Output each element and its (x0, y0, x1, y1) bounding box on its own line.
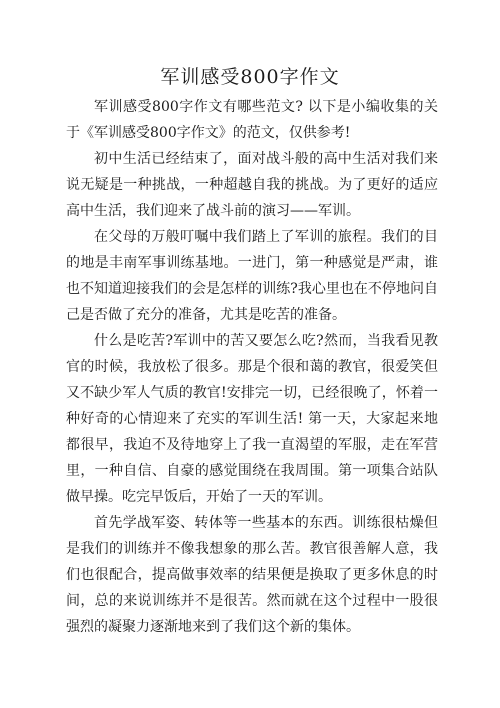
paragraph-4: 什么是吃苦?军训中的苦又要怎么吃?然而，当我看见教官的时候，我放松了很多。那是个很和蔼的教官，很爱笑但又不缺少军人气质的教官!安排完一切，已经很晚了，怀着一种好奇的心情迎来了充实的军训生活! 第一天，大家起来地都很早，我迫不及待地穿上了我一直渴望的军服，走在军营里，一种自信、自豪的感觉围绕在我周围。第一项集合站队做早操。吃完早饭后，开始了一天的军训。 (66, 333, 438, 505)
paragraph-2: 初中生活已经结束了，面对战斗般的高中生活对我们来说无疑是一种挑战，一种超越自我的挑战。为了更好的适应高中生活，我们迎来了战斗前的演习——军训。 (66, 151, 438, 219)
paragraph-5: 首先学战军姿、转体等一些基本的东西。训练很枯燥但是我们的训练并不像我想象的那么苦。教官很善解人意，我们也很配合，提高做事效率的结果便是换取了更多休息的时间，总的来说训练并不是很苦。然而就在这个过程中一股很强烈的凝聚力逐渐地来到了我们这个新的集体。 (66, 515, 438, 635)
paragraph-1: 军训感受800字作文有哪些范文? 以下是小编收集的关于《军训感受800字作文》的范文，仅供参考! (66, 99, 438, 141)
document-title: 军训感受800字作文 (160, 66, 340, 88)
paragraph-3: 在父母的万般叮嘱中我们踏上了军训的旅程。我们的目的地是丰南军事训练基地。一进门，第一种感觉是严肃，谁也不知道迎接我们的会是怎样的训练?我心里也在不停地问自己是否做了充分的准备，尤其是吃苦的准备。 (66, 229, 438, 323)
document-body (66, 94, 438, 640)
